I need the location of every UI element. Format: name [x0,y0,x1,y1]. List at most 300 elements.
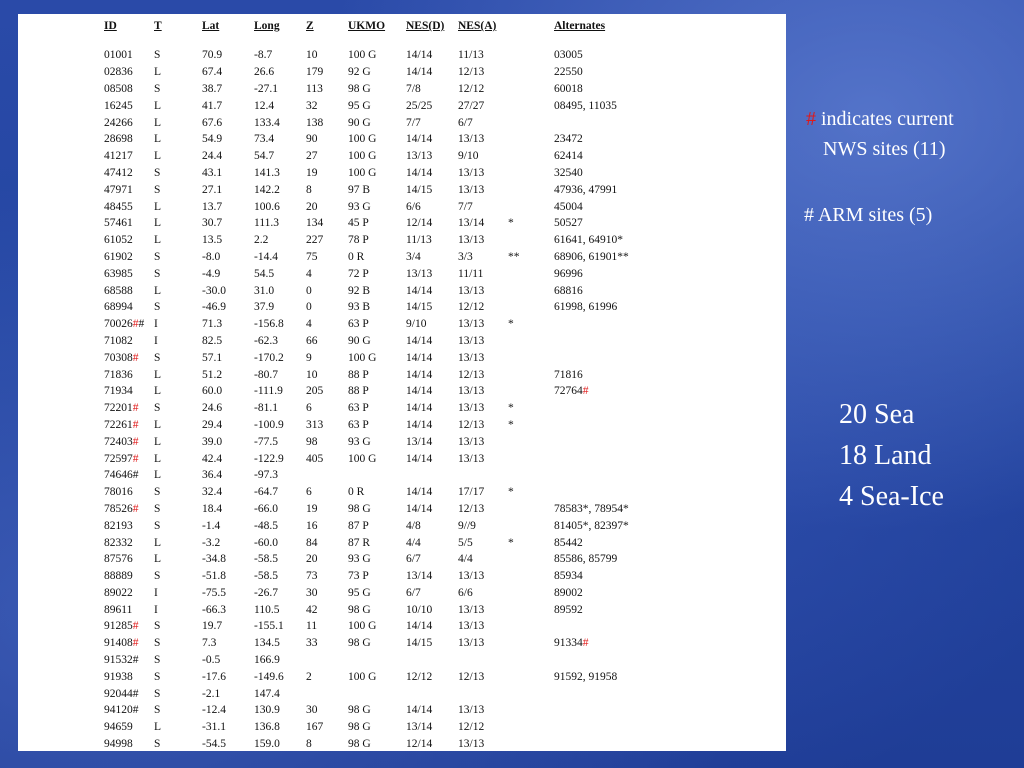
arm-site-marker: # [132,654,139,667]
cell-long: 136.8 [254,721,280,734]
nws-site-marker: # [132,637,139,650]
cell-alternates [554,668,754,685]
cell-type: L [154,452,162,465]
cell-nes-a: 7/7 [458,200,473,213]
cell-lat: 18.4 [202,502,223,515]
station-id: 61052 [104,234,133,247]
cell-nes-a: 12/13 [458,418,485,431]
cell-long: -81.1 [254,402,278,415]
cell-alternates [554,652,754,669]
table-row [104,484,754,501]
alternate-ids: 62414 [554,150,583,163]
cell-flag [508,97,554,114]
cell-ukmo: 88 P [348,368,369,381]
cell-long: 166.9 [254,654,280,667]
cell-ukmo: 98 G [348,721,371,734]
cell-z: 16 [306,519,318,532]
cell-id [104,450,154,467]
cell-type: S [154,502,161,515]
alternate-ids: 78583*, 78954* [554,502,629,515]
table-row [104,585,754,602]
table-row [104,568,754,585]
cell-nes-a: 13/13 [458,385,485,398]
cell-alternates [554,568,754,585]
header-ukmo: UKMO [348,20,386,32]
cell-flag [508,585,554,602]
cell-type: S [154,670,161,683]
cell-flag [508,64,554,81]
cell-type: L [154,99,162,112]
cell-nes-a: 12/12 [458,721,485,734]
cell-nes-d: 14/14 [406,334,433,347]
table-row [104,316,754,333]
cell-long: -58.5 [254,570,278,583]
cell-nes-d: 14/14 [406,620,433,633]
alternate-ids: 91592, 91958 [554,670,618,683]
cell-ukmo: 63 P [348,418,369,431]
cell-id [104,165,154,182]
cell-id [104,81,154,98]
cell-long: -122.9 [254,452,284,465]
cell-flag [508,47,554,64]
station-id: 61902 [104,250,133,263]
station-id: 70026 [104,318,133,331]
table-row [104,299,754,316]
header-alternates: Alternates [554,20,606,32]
cell-ukmo: 63 P [348,318,369,331]
cell-long: -156.8 [254,318,284,331]
cell-nes-d: 12/14 [406,738,433,751]
cell-z: 98 [306,435,318,448]
cell-nes-d: 3/4 [406,250,421,263]
cell-flag [508,702,554,719]
count-sea: 20 Sea [839,399,915,430]
cell-nes-d: 14/15 [406,183,433,196]
cell-alternates [554,585,754,602]
cell-ukmo: 87 R [348,536,371,549]
cell-alternates [554,265,754,282]
cell-ukmo: 98 G [348,704,371,717]
table-row [104,551,754,568]
cell-nes-d: 14/14 [406,66,433,79]
table-row [104,467,754,484]
cell-z: 66 [306,334,318,347]
cell-nes-a: 13/13 [458,402,485,415]
alternate-ids: 72764 [554,385,583,398]
cell-flag [508,165,554,182]
cell-flag [508,517,554,534]
alternate-ids: 45004 [554,200,583,213]
cell-long: -149.6 [254,670,284,683]
cell-nes-a: 5/5 [458,536,473,549]
cell-id [104,702,154,719]
cell-id [104,366,154,383]
cell-z: 11 [306,620,318,633]
station-id: 87576 [104,553,133,566]
cell-type: S [154,704,161,717]
cell-nes-d: 14/14 [406,486,433,499]
cell-lat: -12.4 [202,704,226,717]
station-id: 91285 [104,620,133,633]
cell-long: -170.2 [254,351,284,364]
cell-long: -66.0 [254,502,278,515]
station-table [104,14,754,752]
cell-id [104,467,154,484]
cell-flag [508,198,554,215]
table-header-row [104,14,754,38]
cell-nes-d: 6/6 [406,200,421,213]
cell-ukmo: 93 B [348,301,371,314]
station-id: 91532 [104,654,133,667]
count-land: 18 Land [839,440,932,471]
table-row [104,400,754,417]
cell-lat: 51.2 [202,368,223,381]
cell-long: -14.4 [254,250,278,263]
cell-ukmo: 92 B [348,284,371,297]
cell-flag [508,635,554,652]
cell-nes-a: 12/13 [458,368,485,381]
cell-nes-a: 3/3 [458,250,473,263]
cell-alternates [554,618,754,635]
cell-long: 130.9 [254,704,280,717]
table-row [104,282,754,299]
cell-flag [508,299,554,316]
cell-nes-a [458,685,508,702]
cell-nes-a: 11/11 [458,267,484,280]
cell-flag: * [508,402,514,415]
station-id: 89022 [104,586,133,599]
table-row [104,534,754,551]
cell-long: -155.1 [254,620,284,633]
table-row [104,501,754,518]
cell-flag [508,551,554,568]
cell-alternates [554,215,754,232]
cell-ukmo: 93 G [348,553,371,566]
cell-id [104,652,154,669]
cell-flag: ** [508,250,520,263]
cell-ukmo [348,685,406,702]
cell-flag [508,282,554,299]
alternate-ids: 61641, 64910* [554,234,623,247]
cell-nes-d: 14/15 [406,637,433,650]
cell-nes-d: 7/8 [406,82,421,95]
station-id: 71836 [104,368,133,381]
cell-lat: 43.1 [202,166,223,179]
cell-nes-a: 13/13 [458,603,485,616]
cell-long: -60.0 [254,536,278,549]
cell-id [104,601,154,618]
cell-lat: 39.0 [202,435,223,448]
cell-lat: 29.4 [202,418,223,431]
cell-z: 4 [306,318,312,331]
cell-alternates [554,114,754,131]
nws-site-marker: # [132,435,139,448]
header-flag [508,14,554,38]
cell-z: 19 [306,166,318,179]
cell-nes-a: 27/27 [458,99,485,112]
cell-flag [508,467,554,484]
station-id: 71082 [104,334,133,347]
alternate-ids: 85586, 85799 [554,553,618,566]
cell-lat: 60.0 [202,385,223,398]
cell-z: 32 [306,99,318,112]
cell-alternates [554,501,754,518]
cell-ukmo: 98 G [348,637,371,650]
cell-lat: 57.1 [202,351,223,364]
cell-lat: 27.1 [202,183,223,196]
cell-z [306,467,348,484]
cell-flag: * [508,536,514,549]
cell-z: 42 [306,603,318,616]
table-row [104,366,754,383]
cell-z: 134 [306,217,324,230]
cell-nes-a: 13/14 [458,217,485,230]
nws-site-marker: # [132,502,139,515]
cell-id [104,198,154,215]
station-id: 94120 [104,704,133,717]
header-long: Long [254,20,280,32]
cell-long: 141.3 [254,166,280,179]
cell-alternates [554,484,754,501]
station-id: 47412 [104,166,133,179]
table-row [104,685,754,702]
cell-z: 179 [306,66,324,79]
alternate-ids: 68816 [554,284,583,297]
cell-z: 6 [306,402,312,415]
cell-z: 6 [306,486,312,499]
cell-type: L [154,150,162,163]
cell-ukmo: 78 P [348,234,369,247]
cell-long: 2.2 [254,234,269,247]
cell-ukmo: 100 G [348,620,377,633]
nws-site-marker: # [132,402,139,415]
cell-type: S [154,301,161,314]
cell-long: 134.5 [254,637,280,650]
cell-ukmo: 90 G [348,334,371,347]
cell-type: L [154,553,162,566]
station-id: 71934 [104,385,133,398]
cell-id [104,400,154,417]
cell-alternates [554,64,754,81]
alternate-ids: 91334 [554,637,583,650]
station-id: 28698 [104,133,133,146]
cell-id [104,333,154,350]
cell-flag: * [508,486,514,499]
cell-z: 167 [306,721,324,734]
cell-type: I [154,318,158,331]
cell-ukmo: 98 G [348,603,371,616]
cell-nes-a: 13/13 [458,738,485,751]
table-row [104,719,754,736]
cell-ukmo: 92 G [348,66,371,79]
cell-nes-d: 7/7 [406,116,421,129]
cell-type: S [154,738,161,751]
cell-lat: 70.9 [202,49,223,62]
station-id: 89611 [104,603,133,616]
alternate-ids: 85934 [554,570,583,583]
cell-nes-a: 13/13 [458,334,485,347]
cell-nes-d: 25/25 [406,99,433,112]
cell-alternates [554,148,754,165]
cell-flag [508,719,554,736]
cell-z: 8 [306,183,312,196]
cell-type: S [154,250,161,263]
table-row [104,148,754,165]
cell-nes-a: 13/13 [458,620,485,633]
cell-alternates [554,685,754,702]
cell-ukmo: 88 P [348,385,369,398]
cell-id [104,568,154,585]
cell-lat: -66.3 [202,603,226,616]
cell-ukmo: 100 G [348,452,377,465]
alternate-ids: 89592 [554,603,583,616]
cell-alternates [554,282,754,299]
cell-flag [508,668,554,685]
table-row [104,433,754,450]
cell-z [306,652,348,669]
cell-type: I [154,586,158,599]
alternate-ids: 71816 [554,368,583,381]
cell-nes-a: 12/12 [458,82,485,95]
cell-alternates [554,601,754,618]
cell-ukmo [348,652,406,669]
cell-alternates [554,383,754,400]
cell-nes-d: 12/12 [406,670,433,683]
cell-z: 27 [306,150,318,163]
cell-alternates [554,450,754,467]
cell-id [104,316,154,333]
cell-nes-d: 9/10 [406,318,427,331]
station-id: 47971 [104,183,133,196]
cell-long: -26.7 [254,586,278,599]
cell-alternates [554,181,754,198]
cell-nes-a: 13/13 [458,284,485,297]
cell-lat: 36.4 [202,469,223,482]
cell-nes-a: 12/13 [458,670,485,683]
cell-type: S [154,687,161,700]
cell-lat: -8.0 [202,250,221,263]
cell-nes-d: 12/14 [406,217,433,230]
cell-lat: -17.6 [202,670,226,683]
cell-alternates [554,551,754,568]
cell-ukmo: 98 G [348,502,371,515]
station-id: 48455 [104,200,133,213]
header-type: T [154,20,162,32]
cell-type: S [154,82,161,95]
cell-nes-d: 13/14 [406,570,433,583]
table-row [104,265,754,282]
cell-type: L [154,435,162,448]
cell-lat: -75.5 [202,586,226,599]
cell-ukmo: 73 P [348,570,369,583]
cell-type: L [154,721,162,734]
cell-nes-d: 14/14 [406,49,433,62]
cell-alternates [554,517,754,534]
cell-z: 90 [306,133,318,146]
cell-nes-d: 13/13 [406,267,433,280]
alternate-ids: 03005 [554,49,583,62]
station-id: 74646 [104,469,133,482]
table-row [104,635,754,652]
cell-z: 75 [306,250,318,263]
cell-type: L [154,536,162,549]
cell-z: 20 [306,553,318,566]
station-id: 72403 [104,435,133,448]
cell-nes-d: 4/4 [406,536,421,549]
cell-alternates [554,702,754,719]
station-id: 16245 [104,99,133,112]
cell-alternates [554,366,754,383]
cell-type: S [154,402,161,415]
cell-z: 84 [306,536,318,549]
table-row [104,652,754,669]
cell-z: 8 [306,738,312,751]
cell-nes-d: 6/7 [406,553,421,566]
data-sheet [18,14,786,751]
cell-nes-a: 12/13 [458,502,485,515]
header-nes-d: NES(D) [406,20,445,32]
cell-long: -97.3 [254,469,278,482]
cell-z: 4 [306,267,312,280]
cell-lat: -34.8 [202,553,226,566]
table-row [104,349,754,366]
cell-type: L [154,234,162,247]
cell-z: 2 [306,670,312,683]
alternate-ids: 96996 [554,267,583,280]
cell-type: L [154,66,162,79]
table-row [104,215,754,232]
table-row [104,333,754,350]
cell-long: -58.5 [254,553,278,566]
red-hash-marker: # [806,108,816,130]
cell-nes-d: 13/14 [406,435,433,448]
station-id: 68994 [104,301,133,314]
cell-id [104,249,154,266]
cell-id [104,685,154,702]
cell-long: 100.6 [254,200,280,213]
cell-ukmo: 93 G [348,435,371,448]
cell-nes-d: 14/15 [406,301,433,314]
cell-nes-d: 4/8 [406,519,421,532]
cell-id [104,215,154,232]
station-id: 68588 [104,284,133,297]
cell-lat: 38.7 [202,82,223,95]
count-seaice: 4 Sea-Ice [839,481,944,512]
cell-long: -62.3 [254,334,278,347]
nws-site-marker: # [132,351,139,364]
cell-nes-d: 14/14 [406,385,433,398]
cell-nes-a: 13/13 [458,637,485,650]
cell-flag [508,181,554,198]
cell-alternates [554,47,754,64]
cell-ukmo: 100 G [348,150,377,163]
cell-z: 313 [306,418,324,431]
cell-id [104,736,154,753]
cell-z: 10 [306,368,318,381]
cell-alternates [554,400,754,417]
cell-id [104,232,154,249]
header-z: Z [306,20,314,32]
cell-z: 205 [306,385,324,398]
cell-lat: -54.5 [202,738,226,751]
cell-id [104,282,154,299]
cell-z: 10 [306,49,318,62]
cell-alternates [554,736,754,753]
cell-lat: 54.9 [202,133,223,146]
cell-type: S [154,166,161,179]
cell-flag: * [508,217,514,230]
cell-type: I [154,334,158,347]
